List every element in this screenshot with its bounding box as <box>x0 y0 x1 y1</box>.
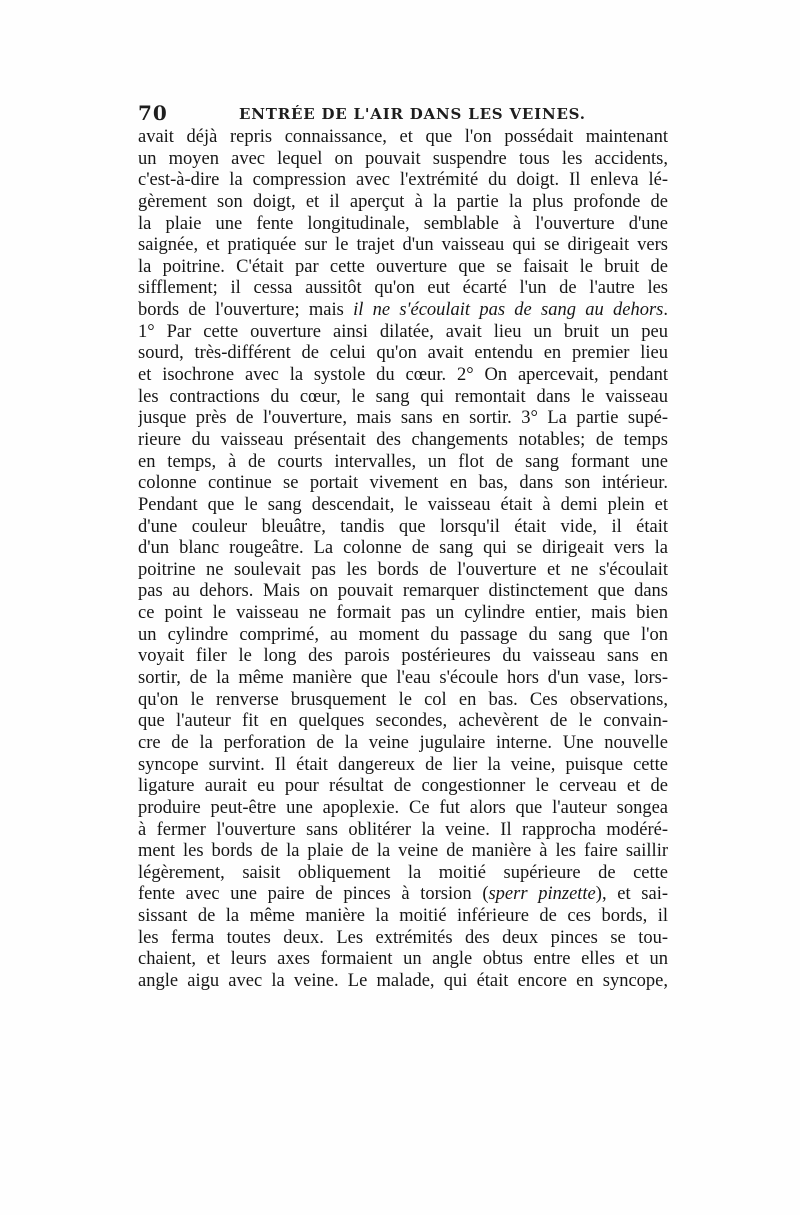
text-segment: sourd, très-différent de celui qu'on avait entendu en premier lieu <box>138 343 668 364</box>
text-line <box>138 560 668 582</box>
text-segment: angle aigu avec la veine. Le malade, qui était encore en syncope, <box>138 970 668 991</box>
text-line <box>138 538 668 560</box>
text-segment: fente avec une paire de pinces à torsion ( <box>138 884 489 905</box>
text-line <box>138 430 668 452</box>
text-line <box>138 192 668 214</box>
text-segment: bords de l'ouverture; mais <box>138 300 354 321</box>
text-line <box>138 300 668 322</box>
text-line <box>138 149 668 171</box>
text-segment: les ferma toutes deux. Les extrémités des deux pinces se tou- <box>138 927 668 948</box>
text-line <box>138 625 668 647</box>
text-line <box>138 820 668 842</box>
text-line <box>138 581 668 603</box>
text-line <box>138 755 668 777</box>
text-line <box>138 906 668 928</box>
text-segment: d'un blanc rougeâtre. La colonne de sang qui se dirigeait vers la <box>138 538 668 559</box>
text-line <box>138 884 668 906</box>
text-line <box>138 863 668 885</box>
text-segment: ), et sai- <box>595 884 668 905</box>
text-line <box>138 949 668 971</box>
text-line <box>138 776 668 798</box>
text-segment: rieure du vaisseau présentait des changements notables; de temps <box>138 429 668 450</box>
body-text <box>138 127 668 993</box>
text-segment: colonne continue se portait vivement en bas, dans son intérieur. <box>138 473 668 494</box>
text-segment: un cylindre comprimé, au moment du passage du sang que l'on <box>138 624 668 645</box>
text-segment: Pendant que le sang descendait, le vaisseau était à demi plein et <box>138 494 668 515</box>
text-segment: . <box>663 300 668 321</box>
text-segment: sortir, de la même manière que l'eau s'écoule hors d'un vase, lors- <box>138 668 668 689</box>
text-segment: produire peut-être une apoplexie. Ce fut alors que l'auteur songea <box>138 797 668 818</box>
text-line <box>138 214 668 236</box>
text-line <box>138 343 668 365</box>
italic-text: sperr pinzette <box>488 884 596 905</box>
text-line <box>138 841 668 863</box>
text-segment: un moyen avec lequel on pouvait suspendre tous les accidents, <box>138 148 668 169</box>
text-segment: la plaie une fente longitudinale, semblable à l'ouverture d'une <box>138 213 668 234</box>
text-segment: sifflement; il cessa aussitôt qu'on eut écarté l'un de l'autre les <box>138 278 668 299</box>
text-line <box>138 127 668 149</box>
text-line <box>138 690 668 712</box>
text-line <box>138 235 668 257</box>
text-line <box>138 170 668 192</box>
text-segment: pas au dehors. Mais on pouvait remarquer distinctement que dans <box>138 581 668 602</box>
text-segment: syncope survint. Il était dangereux de lier la veine, puisque cette <box>138 754 668 775</box>
text-line <box>138 408 668 430</box>
text-line <box>138 495 668 517</box>
text-segment: 1° Par cette ouverture ainsi dilatée, avait lieu un bruit un peu <box>138 321 668 342</box>
running-title: ENTRÉE DE L'AIR DANS LES VEINES. <box>239 105 586 123</box>
text-segment: cre de la perforation de la veine jugulaire interne. Une nouvelle <box>138 732 668 753</box>
text-segment: légèrement, saisit obliquement la moitié supérieure de cette <box>138 862 668 883</box>
text-line <box>138 971 668 993</box>
text-line <box>138 733 668 755</box>
text-segment: sissant de la même manière la moitié inférieure de ces bords, il <box>138 906 668 927</box>
page-number: 70 <box>138 101 168 125</box>
text-segment: d'une couleur bleuâtre, tandis que lorsqu'il était vide, il était <box>138 516 668 537</box>
text-segment: que l'auteur fit en quelques secondes, achevèrent de le convain- <box>138 711 668 732</box>
text-line <box>138 603 668 625</box>
text-segment: les contractions du cœur, le sang qui remontait dans le vaisseau <box>138 386 668 407</box>
text-segment: c'est-à-dire la compression avec l'extrémité du doigt. Il enleva lé- <box>138 170 668 191</box>
text-segment: ligature aurait eu pour résultat de congestionner le cerveau et de <box>138 776 668 797</box>
text-line <box>138 473 668 495</box>
text-segment: poitrine ne soulevait pas les bords de l'ouverture et ne s'écoulait <box>138 559 668 580</box>
text-segment: chaient, et leurs axes formaient un angle obtus entre elles et un <box>138 949 668 970</box>
text-line <box>138 928 668 950</box>
text-line <box>138 322 668 344</box>
text-segment: gèrement son doigt, et il aperçut à la partie la plus profonde de <box>138 191 668 212</box>
text-line <box>138 646 668 668</box>
text-segment: la poitrine. C'était par cette ouverture que se faisait le bruit de <box>138 256 668 277</box>
text-segment: avait déjà repris connaissance, et que l'on possédait maintenant <box>138 127 668 147</box>
text-segment: et isochrone avec la systole du cœur. 2° On apercevait, pendant <box>138 365 668 386</box>
text-line <box>138 711 668 733</box>
text-line <box>138 517 668 539</box>
text-line <box>138 668 668 690</box>
text-line <box>138 452 668 474</box>
text-segment: ce point le vaisseau ne formait pas un cylindre entier, mais bien <box>138 603 668 624</box>
italic-text: il ne s'écoulait pas de sang au dehors <box>353 300 664 321</box>
text-line <box>138 798 668 820</box>
text-line <box>138 278 668 300</box>
text-segment: voyait filer le long des parois postérieures du vaisseau sans en <box>138 646 668 667</box>
text-segment: en temps, à de courts intervalles, un flot de sang formant une <box>138 451 668 472</box>
text-segment: qu'on le renverse brusquement le col en bas. Ces observations, <box>138 689 668 710</box>
text-segment: ment les bords de la plaie de la veine de manière à les faire saillir <box>138 841 668 862</box>
text-line <box>138 387 668 409</box>
text-line <box>138 257 668 279</box>
page-header <box>138 101 668 125</box>
text-segment: jusque près de l'ouverture, mais sans en sortir. 3° La partie supé- <box>138 408 668 429</box>
text-segment: saignée, et pratiquée sur le trajet d'un vaisseau qui se dirigeait vers <box>138 235 668 256</box>
text-segment: à fermer l'ouverture sans oblitérer la veine. Il rapprocha modéré- <box>138 819 668 840</box>
text-line <box>138 365 668 387</box>
